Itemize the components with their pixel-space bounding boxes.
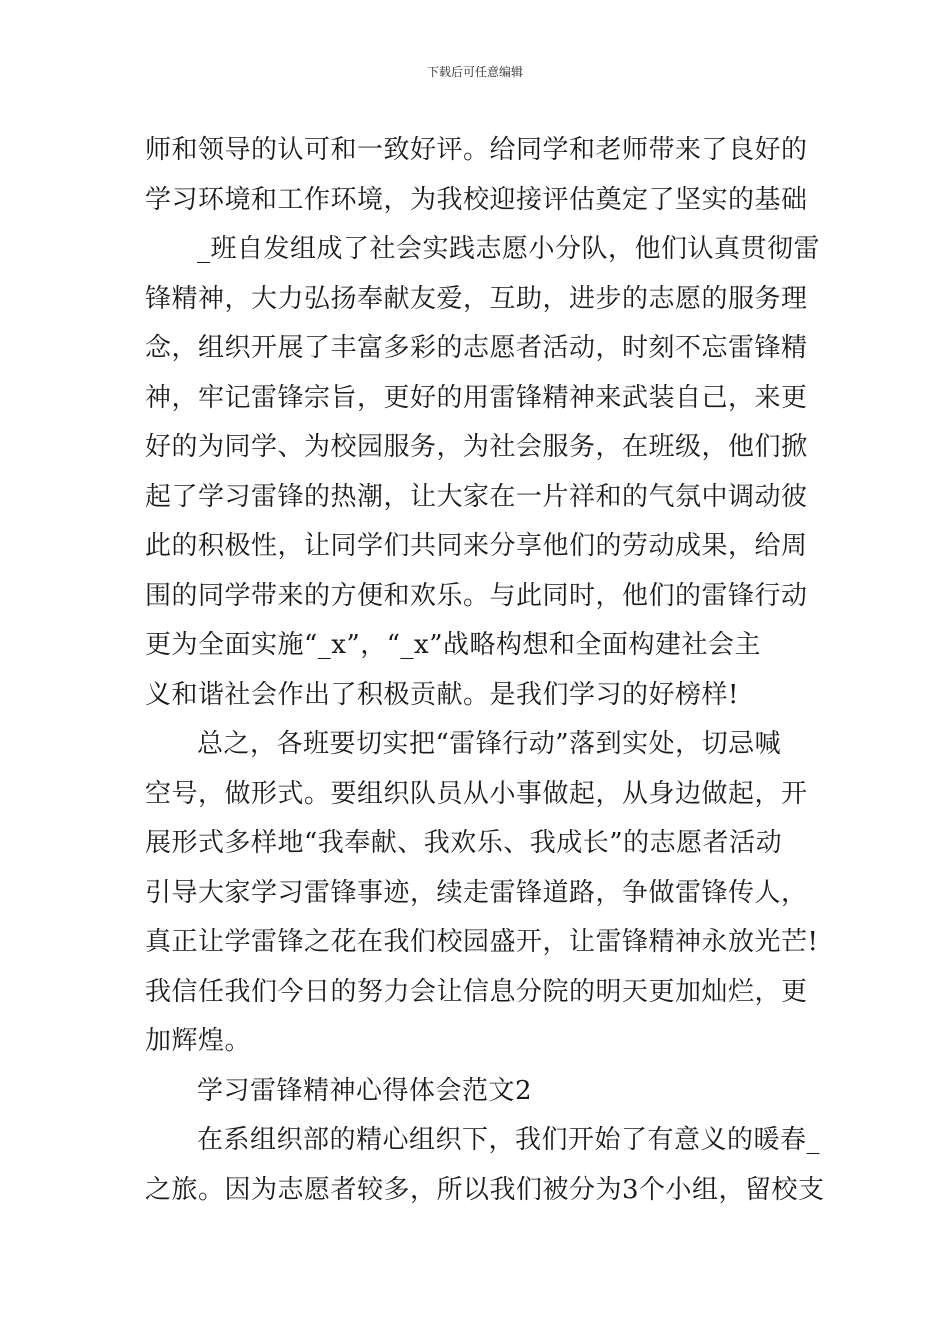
text-line: 我信任我们今日的努力会让信息分院的明天更加灿烂，更 <box>145 976 808 1007</box>
text-line: 之旅。因为志愿者较多，所以我们被分为3个小组，留校支 <box>145 1174 825 1205</box>
text-line: 好的为同学、为校园服务，为社会服务，在班级，他们掀 <box>145 432 808 462</box>
text-line: 学习雷锋精神心得体会范文2 <box>197 1075 533 1106</box>
text-line: 此的积极性，让同学们共同来分享他们的劳动成果，给周 <box>145 531 808 561</box>
text-line: 学习环境和工作环境，为我校迎接评估奠定了坚实的基础 <box>145 184 808 215</box>
text-line: 总之，各班要切实把“雷锋行动”落到实处，切忌喊 <box>197 729 782 759</box>
page-header: 下载后可任意编辑 <box>426 65 523 79</box>
document-body <box>145 130 825 1219</box>
text-line: 加辉煌。 <box>145 1026 252 1056</box>
text-line: 空号，做形式。要组织队员从小事做起，从身边做起，开 <box>145 778 808 809</box>
text-line: 引导大家学习雷锋事迹，续走雷锋道路，争做雷锋传人， <box>145 877 808 908</box>
text-line: 师和领导的认可和一致好评。给同学和老师带来了良好的 <box>145 135 808 165</box>
text-line: 围的同学带来的方便和欢乐。与此同时，他们的雷锋行动 <box>145 580 808 611</box>
text-line: 锋精神，大力弘扬奉献友爱，互助，进步的志愿的服务理 <box>145 283 808 314</box>
text-line: 神，牢记雷锋宗旨，更好的用雷锋精神来武装自己，来更 <box>145 382 808 413</box>
text-line: 在系组织部的精心组织下，我们开始了有意义的暖春_ <box>197 1125 821 1155</box>
text-line: 义和谐社会作出了积极贡献。是我们学习的好榜样! <box>145 679 739 710</box>
text-line: 起了学习雷锋的热潮，让大家在一片祥和的气氛中调动彼 <box>145 481 808 512</box>
text-line: 展形式多样地“我奉献、我欢乐、我成长”的志愿者活动 <box>145 828 783 858</box>
text-line: 念，组织开展了丰富多彩的志愿者活动，时刻不忘雷锋精 <box>145 333 808 363</box>
text-line: _班自发组成了社会实践志愿小分队，他们认真贯彻雷 <box>197 234 821 264</box>
text-line: 更为全面实施“_x”，“_x”战略构想和全面构建社会主 <box>145 630 761 660</box>
text-line: 真正让学雷锋之花在我们校园盛开，让雷锋精神永放光芒! <box>145 927 819 957</box>
